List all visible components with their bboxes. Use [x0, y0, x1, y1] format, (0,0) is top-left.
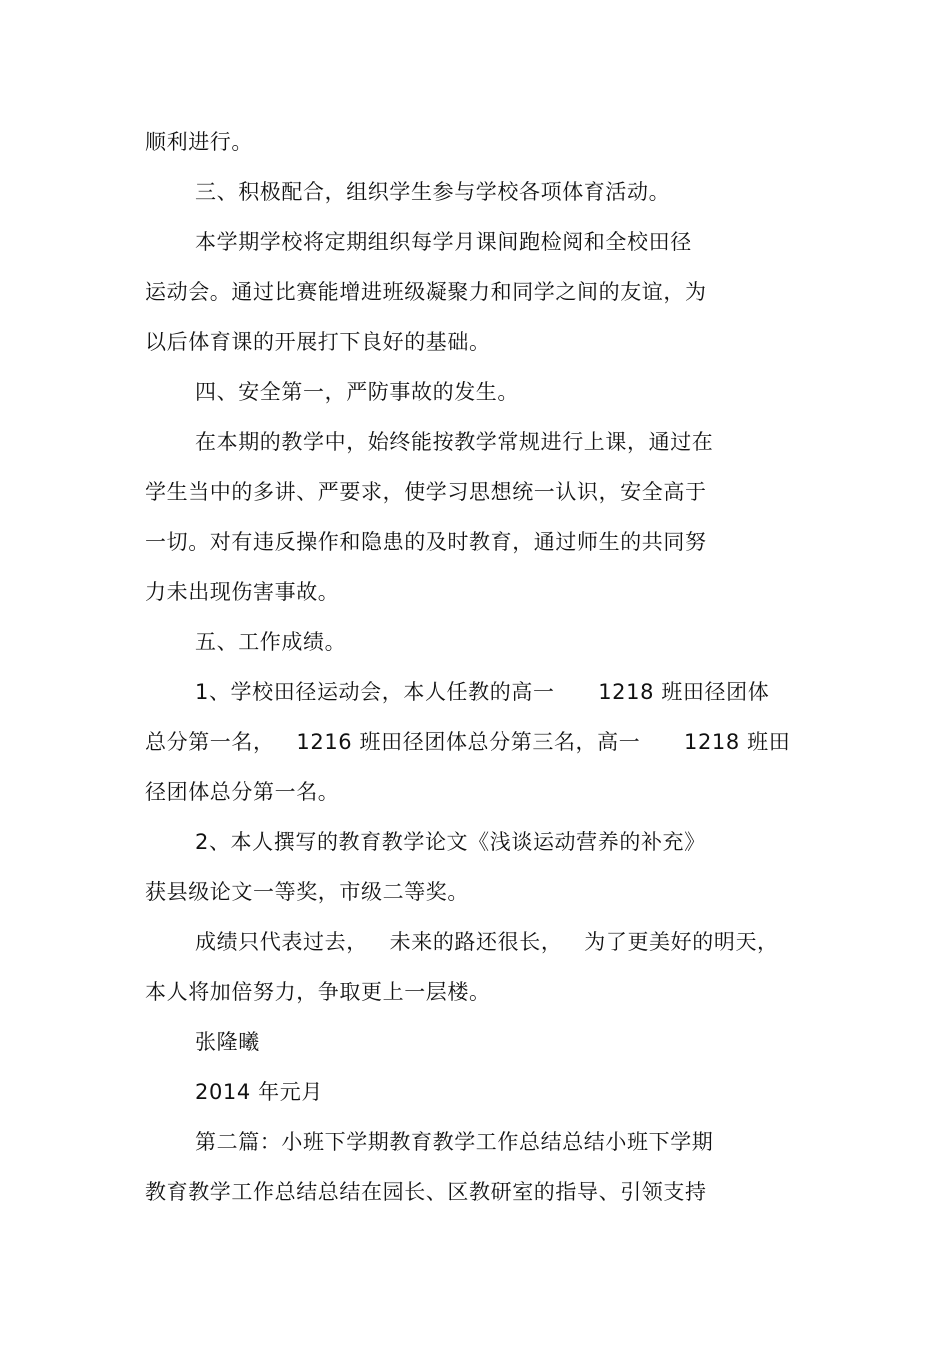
section-heading: 三、积极配合，组织学生参与学校各项体育活动。	[195, 180, 671, 204]
text-line: 本人将加倍努力，争取更上一层楼。	[145, 980, 491, 1004]
text-line: 1、学校田径运动会，本人任教的高一 1218 班田径团体	[195, 680, 770, 704]
text-line: 以后体育课的开展打下良好的基础。	[145, 330, 491, 354]
text-line: 教育教学工作总结总结在园长、区教研室的指导、引领支持	[145, 1180, 707, 1204]
text-line: 在本期的教学中，始终能按教学常规进行上课，通过在	[195, 430, 714, 454]
text-line: 学生当中的多讲、严要求，使学习思想统一认识，安全高于	[145, 480, 707, 504]
text-line: 获县级论文一等奖，市级二等奖。	[145, 880, 469, 904]
text-line: 顺利进行。	[145, 130, 253, 154]
text-line: 总分第一名， 1216 班田径团体总分第三名，高一 1218 班田	[145, 730, 791, 754]
text-line: 成绩只代表过去， 未来的路还很长， 为了更美好的明天，	[195, 930, 779, 954]
section-heading: 第二篇：小班下学期教育教学工作总结总结小班下学期	[195, 1130, 714, 1154]
section-heading: 五、工作成绩。	[195, 630, 347, 654]
text-line: 本学期学校将定期组织每学月课间跑检阅和全校田径	[195, 230, 692, 254]
document-date: 2014 年元月	[195, 1080, 323, 1104]
section-heading: 四、安全第一，严防事故的发生。	[195, 380, 519, 404]
text-line: 2、本人撰写的教育教学论文《浅谈运动营养的补充》	[195, 830, 706, 854]
text-line: 力未出现伤害事故。	[145, 580, 340, 604]
text-line: 一切。对有违反操作和隐患的及时教育，通过师生的共同努	[145, 530, 707, 554]
author-name: 张隆曦	[195, 1030, 260, 1054]
text-line: 运动会。通过比赛能增进班级凝聚力和同学之间的友谊，为	[145, 280, 707, 304]
text-line: 径团体总分第一名。	[145, 780, 340, 804]
